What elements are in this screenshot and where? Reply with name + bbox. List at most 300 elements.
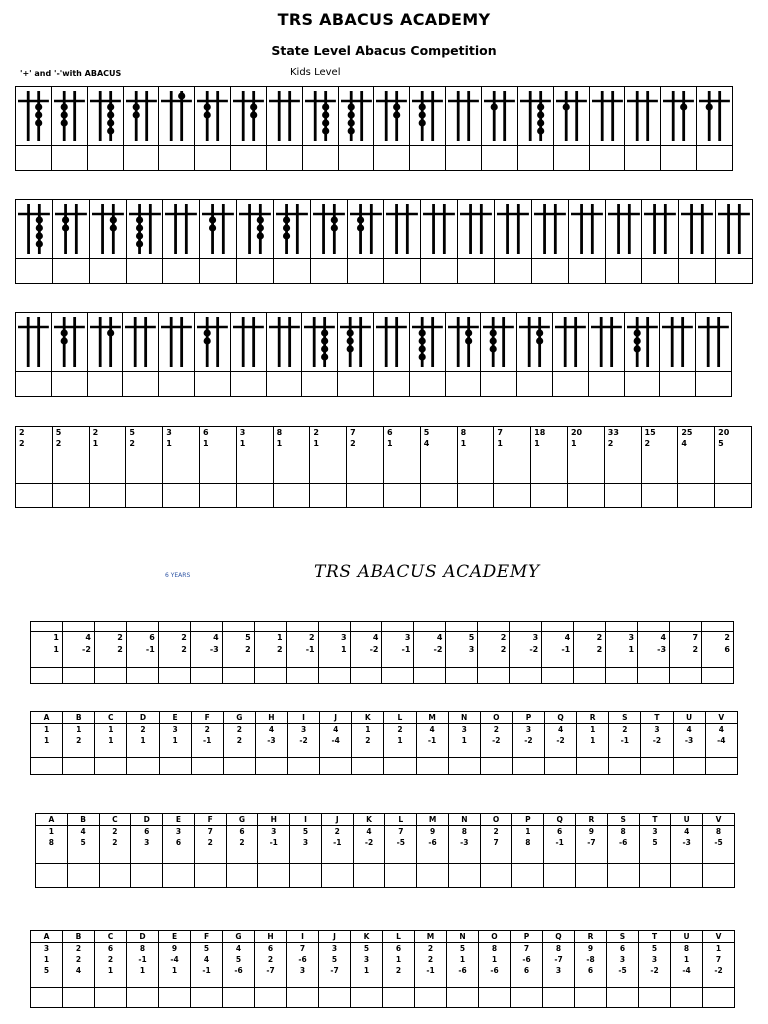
answer-cell[interactable] — [131, 864, 163, 888]
answer-cell[interactable] — [639, 864, 671, 888]
answer-cell[interactable] — [123, 146, 159, 171]
problem-number: -4 — [331, 736, 340, 745]
problem-number: 2 — [207, 838, 213, 847]
answer-cell[interactable] — [512, 864, 544, 888]
answer-cell[interactable] — [63, 758, 95, 775]
problem-cell — [673, 724, 705, 758]
answer-cell[interactable] — [126, 259, 163, 284]
problem-cell — [576, 826, 608, 864]
problem-number: 2 — [75, 944, 82, 953]
answer-cell[interactable] — [287, 988, 319, 1008]
answer-cell[interactable] — [31, 668, 63, 684]
answer-cell[interactable] — [697, 146, 733, 171]
answer-cell[interactable] — [481, 372, 517, 397]
number-bottom: 1 — [460, 439, 467, 448]
answer-cell[interactable] — [715, 484, 752, 508]
problem-number: 1 — [108, 725, 114, 734]
abacus-cell — [517, 313, 553, 372]
answer-cell[interactable] — [194, 372, 230, 397]
answer-cell[interactable] — [420, 484, 457, 508]
answer-cell[interactable] — [16, 146, 52, 171]
abacus-cell — [605, 200, 642, 259]
answer-cell[interactable] — [350, 668, 382, 684]
problem-cell — [158, 632, 190, 668]
problem-number: 2 — [112, 827, 118, 836]
column-header: L — [384, 712, 416, 724]
answer-cell[interactable] — [159, 372, 195, 397]
answer-cell[interactable] — [480, 758, 512, 775]
problem-number: 1 — [590, 736, 596, 745]
answer-cell[interactable] — [347, 484, 384, 508]
answer-cell[interactable] — [226, 864, 258, 888]
answer-cell[interactable] — [236, 484, 273, 508]
answer-cell[interactable] — [255, 758, 287, 775]
answer-cell[interactable] — [51, 372, 87, 397]
problem-cell — [510, 632, 542, 668]
problem-number: 8 — [491, 944, 498, 953]
answer-cell[interactable] — [318, 668, 350, 684]
answer-cell[interactable] — [409, 372, 445, 397]
answer-cell[interactable] — [200, 259, 237, 284]
answer-cell[interactable] — [126, 668, 158, 684]
number-top: 25 — [681, 428, 693, 437]
answer-cell[interactable] — [194, 864, 226, 888]
answer-cell[interactable] — [321, 864, 353, 888]
answer-cell[interactable] — [494, 259, 531, 284]
problem-number: -1 — [427, 736, 437, 745]
problem-number: 7 — [398, 827, 404, 836]
answer-cell[interactable] — [607, 864, 639, 888]
problem-cell — [36, 826, 68, 864]
answer-cell[interactable] — [517, 146, 553, 171]
abacus-cell — [237, 200, 274, 259]
answer-cell[interactable] — [123, 372, 159, 397]
problem-number: 3 — [651, 955, 658, 964]
column-header: J — [320, 712, 352, 724]
number-cell — [52, 427, 89, 484]
answer-cell[interactable] — [641, 484, 678, 508]
column-header: E — [163, 814, 195, 826]
column-header — [126, 622, 158, 632]
answer-cell[interactable] — [446, 146, 482, 171]
abacus-cell — [200, 200, 237, 259]
answer-cell[interactable] — [338, 146, 374, 171]
number-top: 3 — [239, 428, 246, 437]
answer-cell[interactable] — [703, 988, 735, 1008]
abacus-rod-icon — [16, 313, 51, 371]
number-top: 7 — [350, 428, 356, 437]
answer-cell[interactable] — [553, 146, 589, 171]
abacus-rod-icon — [716, 200, 752, 258]
problem-number: 4 — [429, 725, 435, 734]
answer-cell[interactable] — [517, 372, 553, 397]
answer-cell[interactable] — [638, 668, 670, 684]
abacus-rod-icon — [88, 87, 123, 145]
problem-number: 1 — [461, 736, 467, 745]
answer-cell[interactable] — [384, 259, 421, 284]
answer-cell[interactable] — [319, 988, 351, 1008]
answer-cell[interactable] — [576, 864, 608, 888]
answer-cell[interactable] — [678, 484, 715, 508]
number-bottom: 1 — [386, 439, 393, 448]
answer-cell[interactable] — [410, 146, 446, 171]
sum-table-3 — [35, 813, 735, 888]
answer-cell[interactable] — [577, 758, 609, 775]
problem-number: 7 — [523, 944, 530, 953]
problem-cell — [447, 943, 479, 988]
answer-cell[interactable] — [237, 259, 274, 284]
answer-cell[interactable] — [31, 758, 63, 775]
problem-number: 2 — [427, 955, 434, 964]
answer-cell[interactable] — [545, 758, 577, 775]
problem-number: -3 — [684, 736, 694, 745]
problem-number: 4 — [268, 725, 275, 734]
column-header: T — [639, 814, 671, 826]
answer-cell[interactable] — [255, 988, 287, 1008]
problem-cell — [127, 943, 159, 988]
answer-cell[interactable] — [63, 988, 95, 1008]
answer-cell[interactable] — [310, 259, 347, 284]
answer-cell[interactable] — [574, 668, 606, 684]
answer-cell[interactable] — [163, 864, 195, 888]
column-header: H — [255, 931, 287, 943]
column-header — [350, 622, 382, 632]
answer-cell[interactable] — [288, 758, 320, 775]
answer-cell[interactable] — [286, 668, 318, 684]
problem-number: 2 — [692, 645, 699, 654]
answer-cell[interactable] — [589, 146, 625, 171]
answer-cell[interactable] — [543, 988, 575, 1008]
answer-cell[interactable] — [531, 259, 568, 284]
sum-table-1 — [30, 621, 734, 684]
problem-number: -6 — [522, 955, 531, 964]
abacus-rod-icon — [679, 200, 715, 258]
problem-number: -7 — [330, 966, 339, 975]
answer-cell[interactable] — [575, 988, 607, 1008]
answer-cell[interactable] — [481, 146, 517, 171]
answer-cell[interactable] — [191, 758, 223, 775]
answer-cell[interactable] — [258, 864, 290, 888]
problem-cell — [385, 826, 417, 864]
column-header: B — [63, 712, 95, 724]
abacus-cell — [163, 200, 200, 259]
answer-cell[interactable] — [531, 484, 568, 508]
answer-cell[interactable] — [223, 988, 255, 1008]
answer-cell[interactable] — [639, 988, 671, 1008]
abacus-cell — [126, 200, 163, 259]
abacus-rod-icon — [231, 87, 266, 145]
column-header: E — [159, 712, 191, 724]
answer-cell[interactable] — [661, 146, 697, 171]
answer-cell[interactable] — [705, 758, 737, 775]
answer-cell[interactable] — [702, 668, 734, 684]
answer-cell[interactable] — [671, 988, 703, 1008]
abacus-rod-icon — [90, 200, 126, 258]
answer-cell[interactable] — [290, 864, 322, 888]
answer-cell[interactable] — [302, 372, 338, 397]
abacus-rod-icon — [52, 87, 87, 145]
number-bottom: 2 — [350, 439, 356, 448]
answer-cell[interactable] — [51, 146, 87, 171]
column-header: H — [255, 712, 287, 724]
answer-cell[interactable] — [568, 259, 605, 284]
problem-number: 8 — [620, 827, 626, 836]
answer-cell[interactable] — [338, 372, 374, 397]
answer-cell[interactable] — [16, 259, 53, 284]
problem-number: -6 — [618, 838, 628, 847]
number-bottom: 2 — [19, 439, 25, 448]
answer-cell[interactable] — [230, 372, 266, 397]
problem-number: 9 — [587, 944, 594, 953]
answer-cell[interactable] — [624, 372, 660, 397]
problem-cell — [319, 943, 351, 988]
abacus-rod-icon — [553, 313, 588, 371]
answer-cell[interactable] — [673, 758, 705, 775]
column-header: P — [512, 814, 544, 826]
problem-number: 6 — [144, 827, 150, 836]
abacus-rod-icon — [569, 200, 605, 258]
answer-cell[interactable] — [604, 484, 641, 508]
answer-cell[interactable] — [660, 372, 696, 397]
abacus-rod-icon — [410, 313, 445, 371]
answer-cell[interactable] — [163, 259, 200, 284]
answer-cell[interactable] — [302, 146, 338, 171]
answer-cell[interactable] — [62, 668, 94, 684]
answer-cell[interactable] — [696, 372, 732, 397]
problem-number: 4 — [85, 633, 91, 642]
problem-number: 3 — [363, 955, 370, 964]
answer-cell[interactable] — [320, 758, 352, 775]
column-header: K — [352, 712, 384, 724]
problem-cell — [95, 943, 127, 988]
answer-cell[interactable] — [190, 668, 222, 684]
problem-cell — [575, 943, 607, 988]
answer-cell[interactable] — [52, 259, 89, 284]
answer-cell[interactable] — [679, 259, 716, 284]
answer-cell[interactable] — [480, 864, 512, 888]
answer-cell[interactable] — [126, 484, 163, 508]
problem-cell — [286, 632, 318, 668]
problem-number: -7 — [554, 955, 563, 964]
problem-number: 3 — [331, 944, 338, 953]
answer-cell[interactable] — [36, 864, 68, 888]
problem-cell — [417, 826, 449, 864]
number-cell — [89, 427, 126, 484]
problem-number: -6 — [458, 966, 467, 975]
abacus-cell — [16, 313, 52, 372]
answer-cell[interactable] — [552, 372, 588, 397]
answer-cell[interactable] — [199, 484, 236, 508]
answer-cell[interactable] — [347, 259, 384, 284]
answer-cell[interactable] — [352, 758, 384, 775]
answer-cell[interactable] — [16, 372, 52, 397]
problem-cell — [353, 826, 385, 864]
answer-cell[interactable] — [567, 484, 604, 508]
column-header: I — [288, 712, 320, 724]
answer-cell[interactable] — [588, 372, 624, 397]
answer-cell[interactable] — [458, 259, 495, 284]
answer-cell[interactable] — [642, 259, 679, 284]
answer-cell[interactable] — [511, 988, 543, 1008]
problem-number: 3 — [461, 725, 467, 734]
answer-cell[interactable] — [494, 484, 531, 508]
problem-cell — [638, 632, 670, 668]
answer-cell[interactable] — [416, 758, 448, 775]
abacus-cell — [410, 87, 446, 146]
answer-cell[interactable] — [266, 146, 302, 171]
answer-cell[interactable] — [382, 668, 414, 684]
problem-number: -4 — [170, 955, 179, 964]
problem-number: 3 — [468, 645, 475, 654]
problem-number: -5 — [396, 838, 405, 847]
problem-number: -6 — [298, 955, 307, 964]
answer-cell[interactable] — [383, 484, 420, 508]
answer-cell[interactable] — [273, 484, 310, 508]
answer-cell[interactable] — [87, 146, 123, 171]
answer-cell[interactable] — [385, 864, 417, 888]
problem-number: -2 — [364, 838, 374, 847]
problem-number: 4 — [235, 944, 242, 953]
answer-cell[interactable] — [87, 372, 123, 397]
problem-number: 1 — [107, 966, 114, 975]
answer-cell[interactable] — [95, 758, 127, 775]
problem-cell — [31, 724, 63, 758]
answer-cell[interactable] — [99, 864, 131, 888]
answer-cell[interactable] — [607, 988, 639, 1008]
abacus-rod-icon — [195, 313, 230, 371]
page-title: TRS ABACUS ACADEMY — [277, 10, 491, 29]
answer-cell[interactable] — [159, 146, 195, 171]
abacus-cell — [373, 313, 409, 372]
abacus-cell — [716, 200, 753, 259]
column-header: A — [36, 814, 68, 826]
number-top: 2 — [313, 428, 319, 437]
problem-cell — [382, 632, 414, 668]
answer-cell[interactable] — [510, 668, 542, 684]
answer-cell[interactable] — [16, 484, 53, 508]
answer-cell[interactable] — [512, 758, 544, 775]
answer-cell[interactable] — [670, 668, 702, 684]
answer-cell[interactable] — [414, 668, 446, 684]
answer-cell[interactable] — [231, 146, 267, 171]
answer-cell[interactable] — [544, 864, 576, 888]
problem-number: 3 — [340, 633, 347, 642]
problem-number: 8 — [139, 944, 146, 953]
answer-cell[interactable] — [606, 668, 638, 684]
abacus-cell — [87, 313, 123, 372]
answer-cell[interactable] — [94, 668, 126, 684]
answer-cell[interactable] — [89, 484, 126, 508]
problem-number: 2 — [76, 736, 82, 745]
answer-cell[interactable] — [703, 864, 735, 888]
abacus-cell — [458, 200, 495, 259]
answer-cell[interactable] — [351, 988, 383, 1008]
problem-number: 9 — [429, 827, 436, 836]
answer-cell[interactable] — [447, 988, 479, 1008]
answer-cell[interactable] — [457, 484, 494, 508]
answer-cell[interactable] — [641, 758, 673, 775]
problem-number: 8 — [525, 838, 531, 847]
answer-cell[interactable] — [716, 259, 753, 284]
section-title: TRS ABACUS ACADEMY — [314, 562, 540, 582]
answer-cell[interactable] — [671, 864, 703, 888]
answer-cell[interactable] — [384, 758, 416, 775]
answer-cell[interactable] — [417, 864, 449, 888]
problem-cell — [542, 632, 574, 668]
sum-table-4 — [30, 930, 735, 1008]
answer-cell[interactable] — [158, 668, 190, 684]
answer-cell[interactable] — [478, 668, 510, 684]
answer-cell[interactable] — [89, 259, 126, 284]
answer-cell[interactable] — [159, 758, 191, 775]
answer-cell[interactable] — [254, 668, 286, 684]
problem-number: 2 — [75, 955, 82, 964]
column-header: M — [417, 814, 449, 826]
answer-cell[interactable] — [222, 668, 254, 684]
answer-cell[interactable] — [542, 668, 574, 684]
answer-cell[interactable] — [310, 484, 347, 508]
number-bottom: 1 — [166, 439, 172, 448]
answer-cell[interactable] — [448, 758, 480, 775]
answer-cell[interactable] — [353, 864, 385, 888]
answer-cell[interactable] — [127, 758, 159, 775]
answer-cell[interactable] — [415, 988, 447, 1008]
answer-cell[interactable] — [163, 484, 200, 508]
abacus-rod-icon — [589, 313, 624, 371]
problem-number: 1 — [139, 966, 146, 975]
answer-cell[interactable] — [159, 988, 191, 1008]
problem-number: 1 — [43, 955, 50, 964]
answer-cell[interactable] — [223, 758, 255, 775]
answer-cell[interactable] — [273, 259, 310, 284]
answer-cell[interactable] — [191, 988, 223, 1008]
column-header — [446, 622, 478, 632]
answer-cell[interactable] — [448, 864, 480, 888]
problem-number: 1 — [397, 736, 403, 745]
problem-cell — [415, 943, 447, 988]
answer-cell[interactable] — [421, 259, 458, 284]
answer-cell[interactable] — [625, 146, 661, 171]
answer-cell[interactable] — [52, 484, 89, 508]
answer-cell[interactable] — [609, 758, 641, 775]
problem-number: 1 — [590, 725, 596, 734]
abacus-cell — [52, 200, 89, 259]
answer-cell[interactable] — [373, 372, 409, 397]
answer-cell[interactable] — [127, 988, 159, 1008]
column-header: A — [31, 712, 63, 724]
answer-cell[interactable] — [31, 988, 63, 1008]
answer-cell[interactable] — [67, 864, 99, 888]
answer-cell[interactable] — [445, 372, 481, 397]
answer-cell[interactable] — [195, 146, 231, 171]
column-header — [62, 622, 94, 632]
problem-number: 7 — [715, 955, 722, 964]
answer-cell[interactable] — [95, 988, 127, 1008]
problem-number: -2 — [524, 736, 533, 745]
problem-number: 3 — [404, 633, 411, 642]
answer-cell[interactable] — [479, 988, 511, 1008]
answer-cell[interactable] — [266, 372, 302, 397]
number-top: 20 — [718, 428, 730, 437]
problem-number: 4 — [213, 633, 219, 642]
answer-cell[interactable] — [446, 668, 478, 684]
answer-cell[interactable] — [374, 146, 410, 171]
problem-number: 1 — [340, 645, 347, 654]
answer-cell[interactable] — [383, 988, 415, 1008]
abacus-cell — [446, 87, 482, 146]
column-header: J — [321, 814, 353, 826]
answer-cell[interactable] — [605, 259, 642, 284]
